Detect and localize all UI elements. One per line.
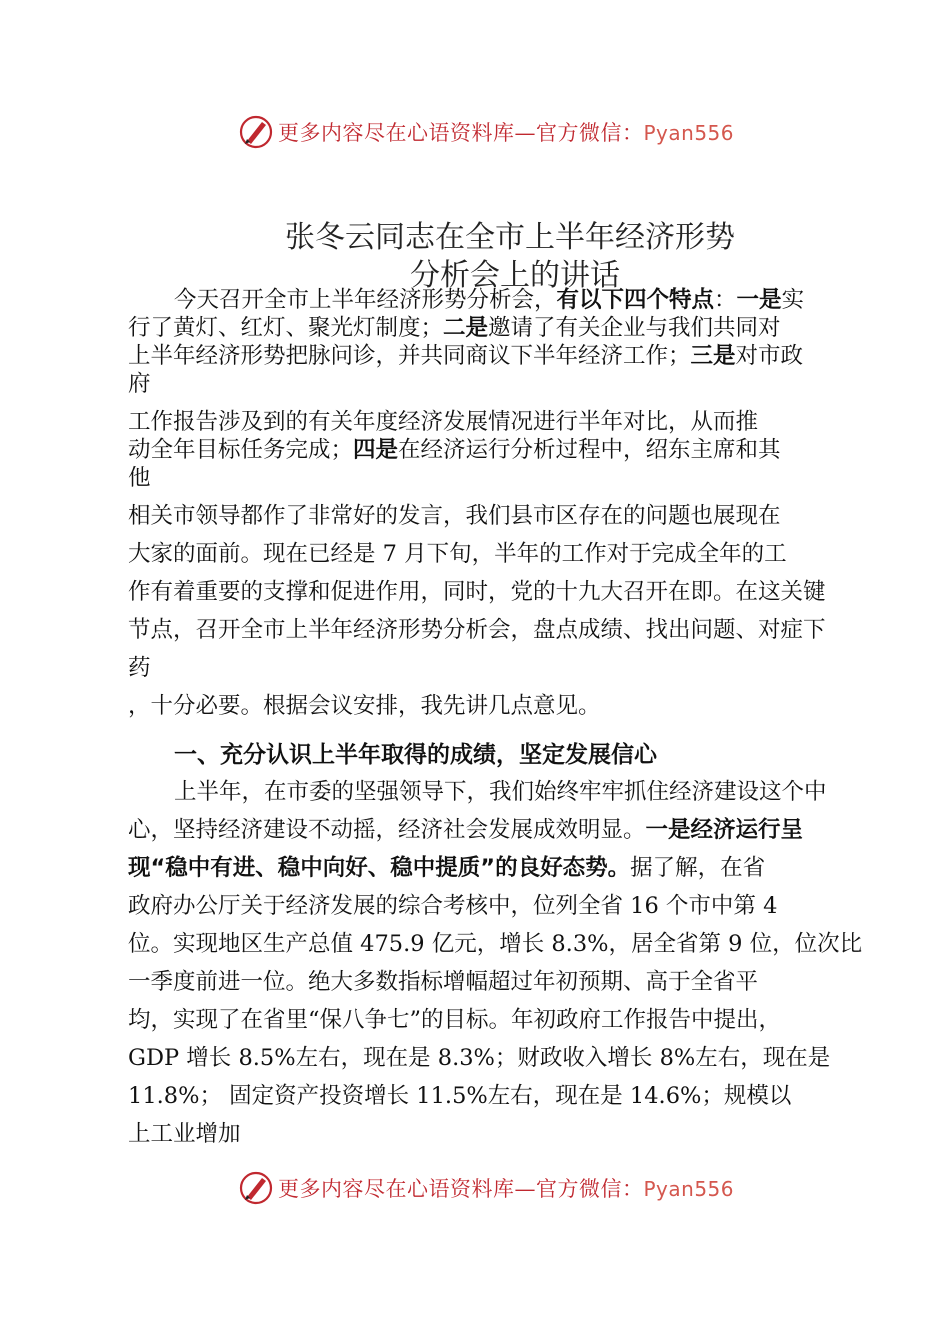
footer-watermark-banner	[238, 1168, 734, 1208]
document-title-line-1: 张冬云同志在全市上半年经济形势	[285, 220, 735, 255]
intro-paragraph: 今天召开全市上半年经济形势分析会，有以下四个特点：一是实 行了黄灯、红灯、聚光灯制度；二是邀请了有关企业与我们共同对 上半年经济形势把脉问诊，并共同商议下半年经济工作；三是对市政 府 工作报告涉及到的有关年度经济发展情况进行半年对比，从而推 动全年目标任务完成；四是在经济运行分析过程中，绍东主席和其 他 相关市领导都作了非常好的发言，我们县市区存在的问题也展现在 大家的面前。现在已经是 7 月下旬，半年的工作对于完成全年的工 作有着重要的支撑和促进作用，同时，党的十九大召开在即。在这关键 节点，召开全市上半年经济形势分析会，盘点成绩、找出问题、对症下 药 ，十分必要。根据会议安排，我先讲几点意见。	[128, 287, 826, 719]
section-1-paragraph: 上半年，在市委的坚强领导下，我们始终牢牢抓住经济建设这个中 心，坚持经济建设不动摇，经济社会发展成效明显。一是经济运行呈 现“稳中有进、稳中向好、稳中提质”的良好态势。据了解，在省 政府办公厅关于经济发展的综合考核中，位列全省 16 个市中第 4 位。实现地区生产总值 475.9 亿元，增长 8.3%，居全省第 9 位，位次比 一季度前进一位。绝大多数指标增幅超过年初预期、高于全省平 均，实现了在省里“保八争七”的目标。年初政府工作报告中提出， GDP 增长 8.5%左右，现在是 8.3%；财政收入增长 8%左右，现在是 11.8%； 固定资产投资增长 11.5%左右，现在是 14.6%；规模以 上工业增加	[128, 779, 863, 1147]
pen-logo-icon	[238, 114, 274, 150]
pen-logo-icon	[238, 1170, 274, 1206]
watermark-text: 更多内容尽在心语资料库—官方微信：Pyan556	[278, 121, 735, 145]
watermark-text: 更多内容尽在心语资料库—官方微信：Pyan556	[278, 1177, 735, 1201]
document-title-line-2: 分析会上的讲话	[410, 258, 620, 293]
header-watermark-banner	[238, 112, 734, 152]
section-heading-1: 一、充分认识上半年取得的成绩，坚定发展信心	[174, 742, 657, 768]
